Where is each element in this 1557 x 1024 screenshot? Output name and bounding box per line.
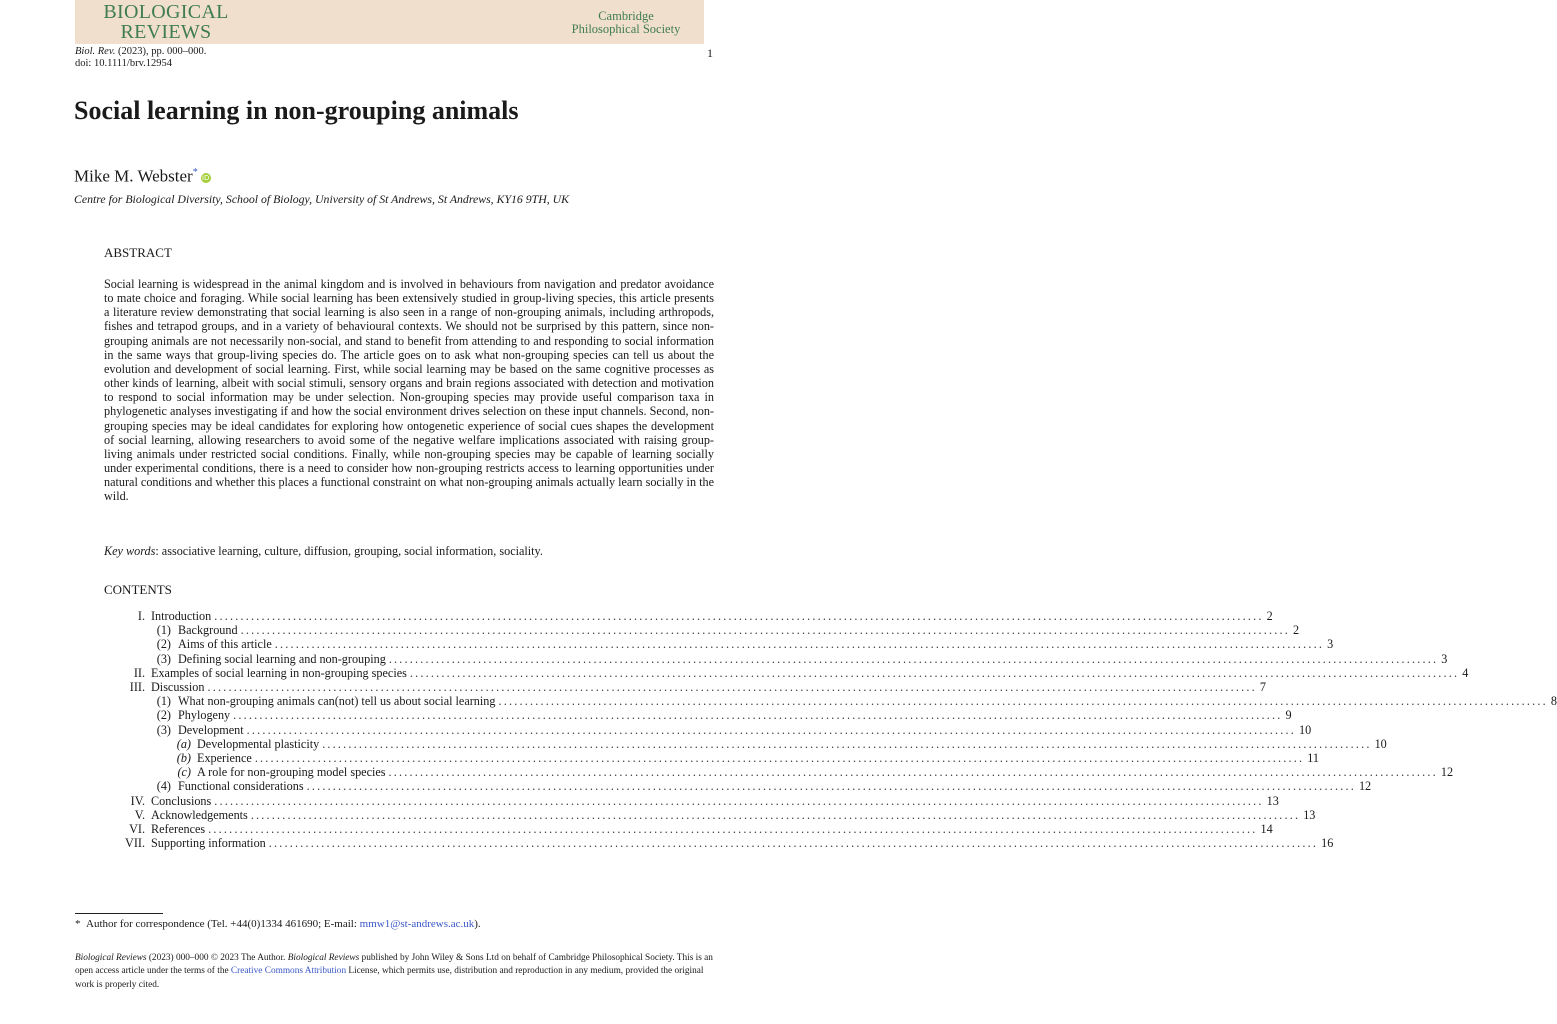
- license-part2: published by John Wiley & Sons Ltd on behalf of Cambridge Philosophical Society. This is an open access article under the terms of the: [75, 953, 713, 977]
- orcid-icon[interactable]: iD: [202, 173, 210, 182]
- toc-leader: ........................................................................................................................................................................................................: [322, 736, 1372, 751]
- toc-number: VII.: [125, 836, 145, 851]
- toc-label: Defining social learning and non-grouping: [178, 651, 386, 666]
- toc-leader: ........................................................................................................................................................................................................: [254, 751, 1305, 765]
- toc-label: Introduction: [151, 609, 212, 623]
- society-line2: Philosophical Society: [571, 22, 681, 36]
- toc-number: (c): [177, 765, 191, 780]
- contents-heading: CONTENTS: [104, 582, 172, 597]
- toc-label: Background: [178, 623, 238, 638]
- footnote-close: ).: [474, 918, 481, 930]
- toc-number: I.: [137, 609, 145, 623]
- toc-number: V.: [134, 807, 145, 822]
- affiliation: Centre for Biological Diversity, School of Biology, University of St Andrews, St Andrews, KY16 9TH, UK: [74, 192, 570, 206]
- toc-leader: ........................................................................................................................................................................................................: [207, 680, 1257, 694]
- toc-page: 13: [1266, 793, 1279, 808]
- toc-leader: ........................................................................................................................................................................................................: [306, 779, 1356, 794]
- journal-logo-line2: REVIEWS: [120, 21, 212, 43]
- license-part3: License, which permits use, distribution and reproduction in any medium, provided the original work is properly cited.: [75, 966, 704, 990]
- toc-leader: ........................................................................................................................................................................................................: [388, 651, 1439, 666]
- toc-number: II.: [133, 665, 145, 680]
- license-journal-2: Biological Reviews: [287, 953, 360, 963]
- toc-page: 16: [1321, 836, 1334, 851]
- toc-page: 14: [1260, 822, 1273, 836]
- toc-item[interactable]: [0, 822, 1273, 836]
- toc-page: 8: [1550, 694, 1557, 709]
- toc-item[interactable]: [0, 651, 1448, 666]
- toc-label: Experience: [197, 751, 252, 765]
- toc-label: Functional considerations: [178, 779, 304, 794]
- toc-page: 9: [1285, 708, 1292, 723]
- toc-leader: ........................................................................................................................................................................................................: [388, 765, 1438, 780]
- abstract-heading: ABSTRACT: [104, 245, 172, 260]
- toc-label: Development: [178, 722, 244, 737]
- toc-item[interactable]: [0, 807, 1316, 822]
- toc-page: 3: [1327, 637, 1334, 652]
- toc-item[interactable]: [0, 765, 1454, 780]
- abstract-text: Social learning is widespread in the animal kingdom and is involved in behaviours from navigation and predator avoidance to mate choice and foraging. While social learning has been extensively studied in group-living species, this article presents a literature review demonstrating that social learning is also seen in a range of non-grouping animals, including arthropods, fishes and tetrapod groups, and in a variety of behavioural contexts. We should not be surprised by this pattern, since non-grouping animals are not necessarily non-social, and stand to benefit from attending to and responding to social information in the same ways that group-living species do. The article goes on to ask what non-grouping species can tell us about the evolution and development of social learning. First, while social learning may be based on the same cognitive processes as other kinds of learning, albeit with social stimuli, sensory organs and brain regions associated with detection and motivation to respond to social information may be under selection. Non-grouping species may provide useful comparison taxa in phylogenetic analyses investigating if and how the social environment drives selection on these input channels. Second, non-grouping species may be ideal candidates for exploring how ontogenetic experience of social cues shapes the development of social learning, allowing researchers to avoid some of the negative welfare implications associated with raising group-living animals under restricted social conditions. Finally, while non-grouping species may be capable of learning socially under experimental conditions, there is a need to consider how non-grouping restricts access to learning opportunities under natural conditions and whether this places a functional constraint on what non-grouping animals actually learn socially in the wild.: [104, 277, 714, 504]
- toc-leader: ........................................................................................................................................................................................................: [214, 793, 1264, 808]
- keywords: [104, 544, 714, 559]
- email-link[interactable]: mmw1@st-andrews.ac.uk: [359, 918, 475, 930]
- toc-item[interactable]: [0, 609, 1273, 623]
- toc-page: 13: [1303, 807, 1316, 822]
- journal-banner: [75, 0, 704, 44]
- toc-number: IV.: [130, 793, 145, 808]
- toc-leader: ........................................................................................................................................................................................................: [274, 637, 1325, 652]
- toc-page: 2: [1266, 609, 1273, 623]
- toc-label: Examples of social learning in non-grouping species: [151, 665, 407, 680]
- toc-item[interactable]: [0, 637, 1334, 652]
- citation-journal: Biol. Rev.: [75, 46, 116, 57]
- toc-page: 2: [1292, 623, 1300, 638]
- toc-page: 12: [1440, 765, 1454, 780]
- toc-number: (3): [156, 722, 171, 737]
- toc-leader: ........................................................................................................................................................................................................: [240, 623, 1290, 638]
- author-line: [74, 163, 211, 187]
- page-number: 1: [707, 46, 713, 60]
- correspondence-footnote: [75, 917, 481, 931]
- toc-number: VI.: [129, 822, 145, 836]
- toc-label: Discussion: [151, 680, 205, 694]
- toc-number: (a): [176, 736, 191, 751]
- creative-commons-link[interactable]: Creative Commons Attribution: [230, 966, 347, 977]
- toc-number: (2): [156, 708, 171, 723]
- journal-logo-line1: BIOLOGICAL: [103, 1, 229, 23]
- article-title: Social learning in non-grouping animals: [74, 96, 519, 125]
- toc-item[interactable]: [0, 694, 1557, 709]
- toc-number: III.: [129, 680, 145, 694]
- toc-leader: ........................................................................................................................................................................................................: [208, 822, 1258, 836]
- doi[interactable]: doi: 10.1111/brv.12954: [75, 58, 173, 69]
- toc-page: 10: [1374, 736, 1387, 751]
- citation-details: (2023), pp. 000–000.: [115, 46, 207, 57]
- license-notice: [75, 952, 715, 992]
- toc-label: Supporting information: [151, 836, 266, 851]
- toc-item[interactable]: [0, 680, 1266, 694]
- toc-item[interactable]: [0, 623, 1300, 638]
- journal-logo[interactable]: [91, 2, 241, 42]
- toc-number: (1): [156, 694, 171, 709]
- toc-label: Aims of this article: [178, 637, 272, 652]
- toc-label: References: [151, 822, 206, 836]
- toc-number: (2): [156, 637, 171, 652]
- citation-info: [75, 46, 206, 70]
- toc-item[interactable]: [0, 665, 1469, 680]
- keywords-list: : associative learning, culture, diffusion, grouping, social information, sociality.: [155, 544, 543, 558]
- toc-item[interactable]: [0, 779, 1372, 794]
- keywords-label: Key words: [104, 544, 156, 558]
- toc-label: What non-grouping animals can(not) tell us about social learning: [178, 694, 496, 709]
- license-part1: (2023) 000–000 © 2023 The Author.: [146, 953, 288, 963]
- toc-page: 4: [1462, 665, 1469, 680]
- toc-leader: ........................................................................................................................................................................................................: [268, 836, 1319, 851]
- footnote-divider: [75, 913, 163, 914]
- toc-page: 11: [1307, 751, 1319, 765]
- society-line1: Cambridge: [598, 9, 654, 23]
- toc-leader: ........................................................................................................................................................................................................: [498, 694, 1548, 709]
- license-journal: Biological Reviews: [75, 953, 147, 963]
- toc-item[interactable]: [0, 793, 1279, 808]
- toc-leader: ........................................................................................................................................................................................................: [214, 609, 1264, 623]
- toc-label: Conclusions: [151, 793, 212, 808]
- toc-page: 10: [1299, 722, 1312, 737]
- society-logo[interactable]: [556, 10, 696, 36]
- footnote-mark: *: [75, 918, 81, 930]
- toc-item[interactable]: [0, 751, 1319, 765]
- toc-leader: ........................................................................................................................................................................................................: [250, 807, 1301, 822]
- toc-label: Phylogeny: [178, 708, 231, 723]
- toc-page: 3: [1441, 651, 1448, 666]
- toc-number: (3): [156, 651, 171, 666]
- toc-item[interactable]: [0, 736, 1387, 751]
- toc-label: Acknowledgements: [151, 807, 248, 822]
- toc-leader: ........................................................................................................................................................................................................: [409, 665, 1460, 680]
- correspondence-mark[interactable]: *: [192, 167, 198, 178]
- toc-leader: ........................................................................................................................................................................................................: [233, 708, 1283, 723]
- toc-leader: ........................................................................................................................................................................................................: [246, 722, 1297, 737]
- author-name[interactable]: Mike M. Webster: [74, 166, 193, 186]
- footnote-text: Author for correspondence (Tel. +44(0)1334 461690; E-mail:: [86, 918, 360, 930]
- toc-number: (1): [156, 623, 171, 638]
- toc-item[interactable]: [0, 722, 1312, 737]
- toc-page: 12: [1358, 779, 1372, 794]
- toc-label: Developmental plasticity: [197, 736, 320, 751]
- toc-number: (4): [156, 779, 171, 794]
- toc-page: 7: [1259, 680, 1266, 694]
- toc-number: (b): [176, 751, 191, 765]
- toc-item[interactable]: [0, 836, 1334, 851]
- toc-item[interactable]: [0, 708, 1292, 723]
- toc-label: A role for non-grouping model species: [197, 765, 386, 780]
